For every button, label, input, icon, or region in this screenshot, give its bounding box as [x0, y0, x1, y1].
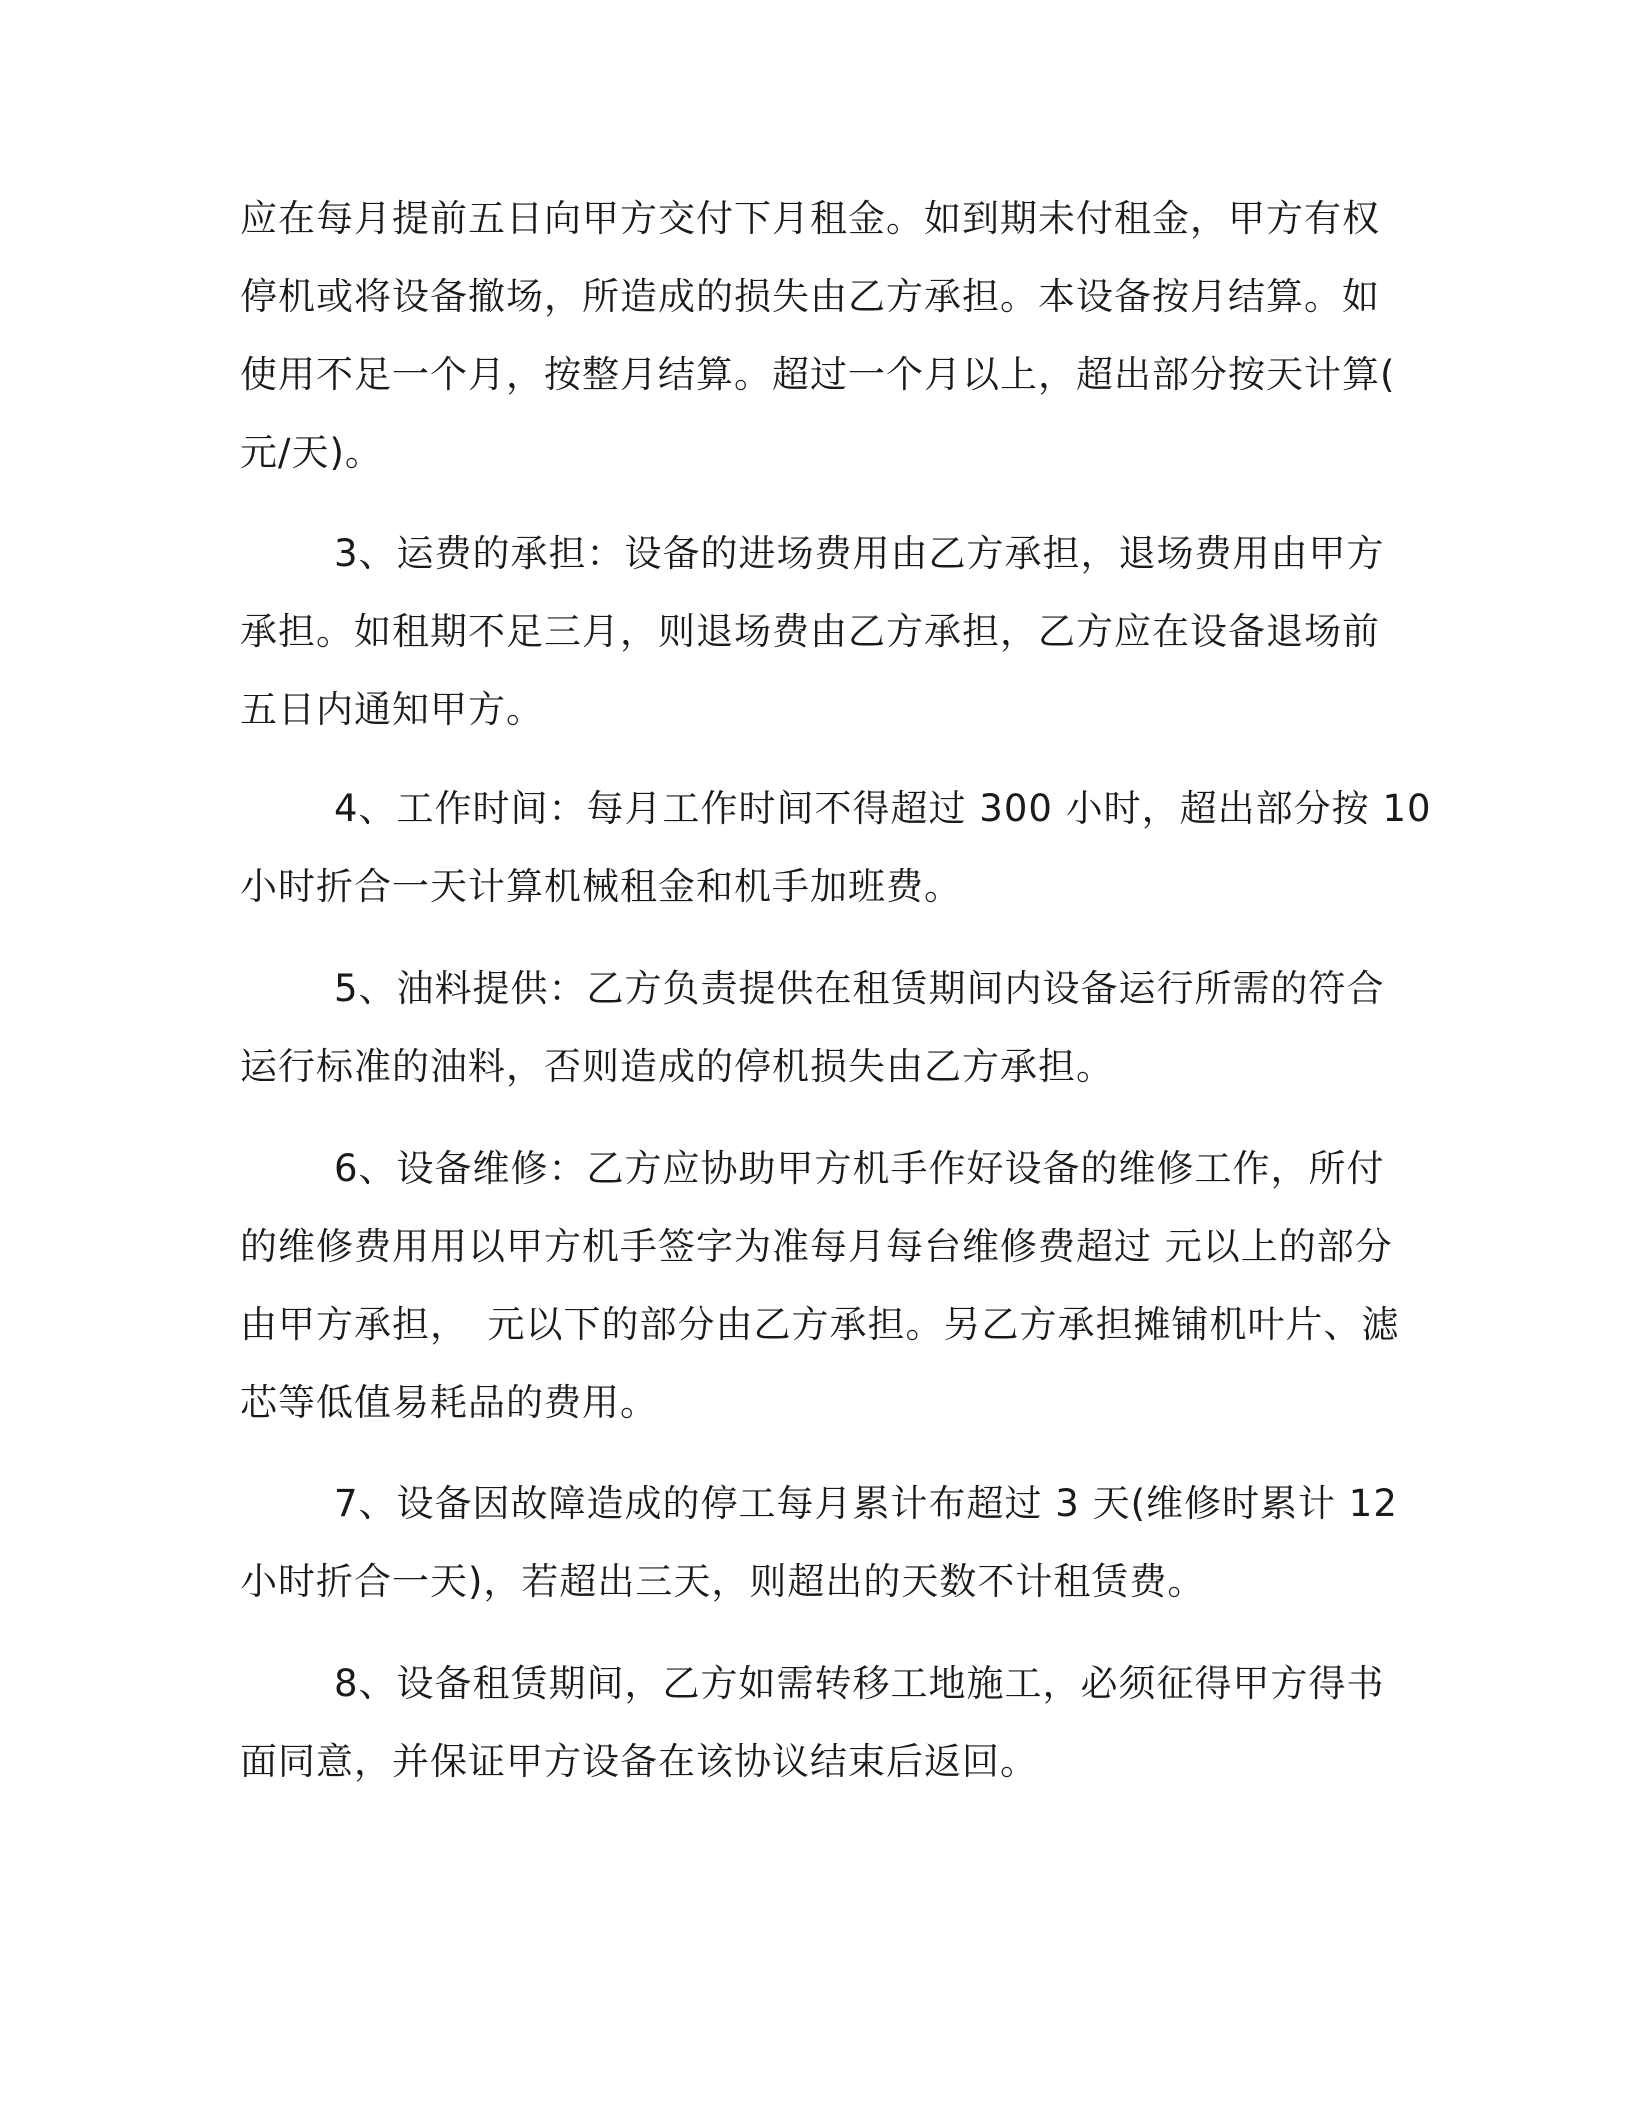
text-line: 停机或将设备撤场，所造成的损失由乙方承担。本设备按月结算。如 [240, 275, 1380, 318]
paragraph-clause-4 [240, 770, 1432, 926]
paragraph-clause-6 [240, 1130, 1400, 1442]
paragraph-continuation [240, 180, 1396, 492]
text-line: 的维修费用用以甲方机手签字为准每月每台维修费超过 元以上的部分 [240, 1225, 1393, 1268]
text-line: 应在每月提前五日向甲方交付下月租金。如到期未付租金，甲方有权 [240, 197, 1380, 240]
text-line: 使用不足一个月，按整月结算。超过一个月以上，超出部分按天计算( [240, 353, 1396, 396]
paragraph-clause-8 [240, 1645, 1390, 1801]
text-line: 由甲方承担， 元以下的部分由乙方承担。另乙方承担摊铺机叶片、滤 [240, 1303, 1400, 1346]
text-line: 6、设备维修：乙方应协助甲方机手作好设备的维修工作，所付 [334, 1147, 1385, 1190]
paragraph-clause-3 [240, 515, 1390, 749]
text-line: 4、工作时间：每月工作时间不得超过 300 小时，超出部分按 10 [334, 787, 1432, 830]
text-line: 运行标准的油料，否则造成的停机损失由乙方承担。 [240, 1045, 1114, 1088]
paragraph-clause-7 [240, 1465, 1398, 1621]
paragraph-clause-5 [240, 950, 1390, 1106]
text-line: 五日内通知甲方。 [240, 688, 544, 731]
text-line: 小时折合一天计算机械租金和机手加班费。 [240, 865, 962, 908]
text-line: 3、运费的承担：设备的进场费用由乙方承担，退场费用由甲方 [334, 532, 1385, 575]
text-line: 7、设备因故障造成的停工每月累计布超过 3 天(维修时累计 12 [334, 1482, 1398, 1525]
text-line: 小时折合一天)，若超出三天，则超出的天数不计租赁费。 [240, 1560, 1206, 1603]
text-line: 8、设备租赁期间，乙方如需转移工地施工，必须征得甲方得书 [334, 1662, 1385, 1705]
text-line: 芯等低值易耗品的费用。 [240, 1381, 658, 1424]
text-line: 元/天)。 [240, 431, 383, 474]
text-line: 承担。如租期不足三月，则退场费由乙方承担，乙方应在设备退场前 [240, 610, 1380, 653]
text-line: 面同意，并保证甲方设备在该协议结束后返回。 [240, 1740, 1038, 1783]
text-line: 5、油料提供：乙方负责提供在租赁期间内设备运行所需的符合 [334, 967, 1385, 1010]
